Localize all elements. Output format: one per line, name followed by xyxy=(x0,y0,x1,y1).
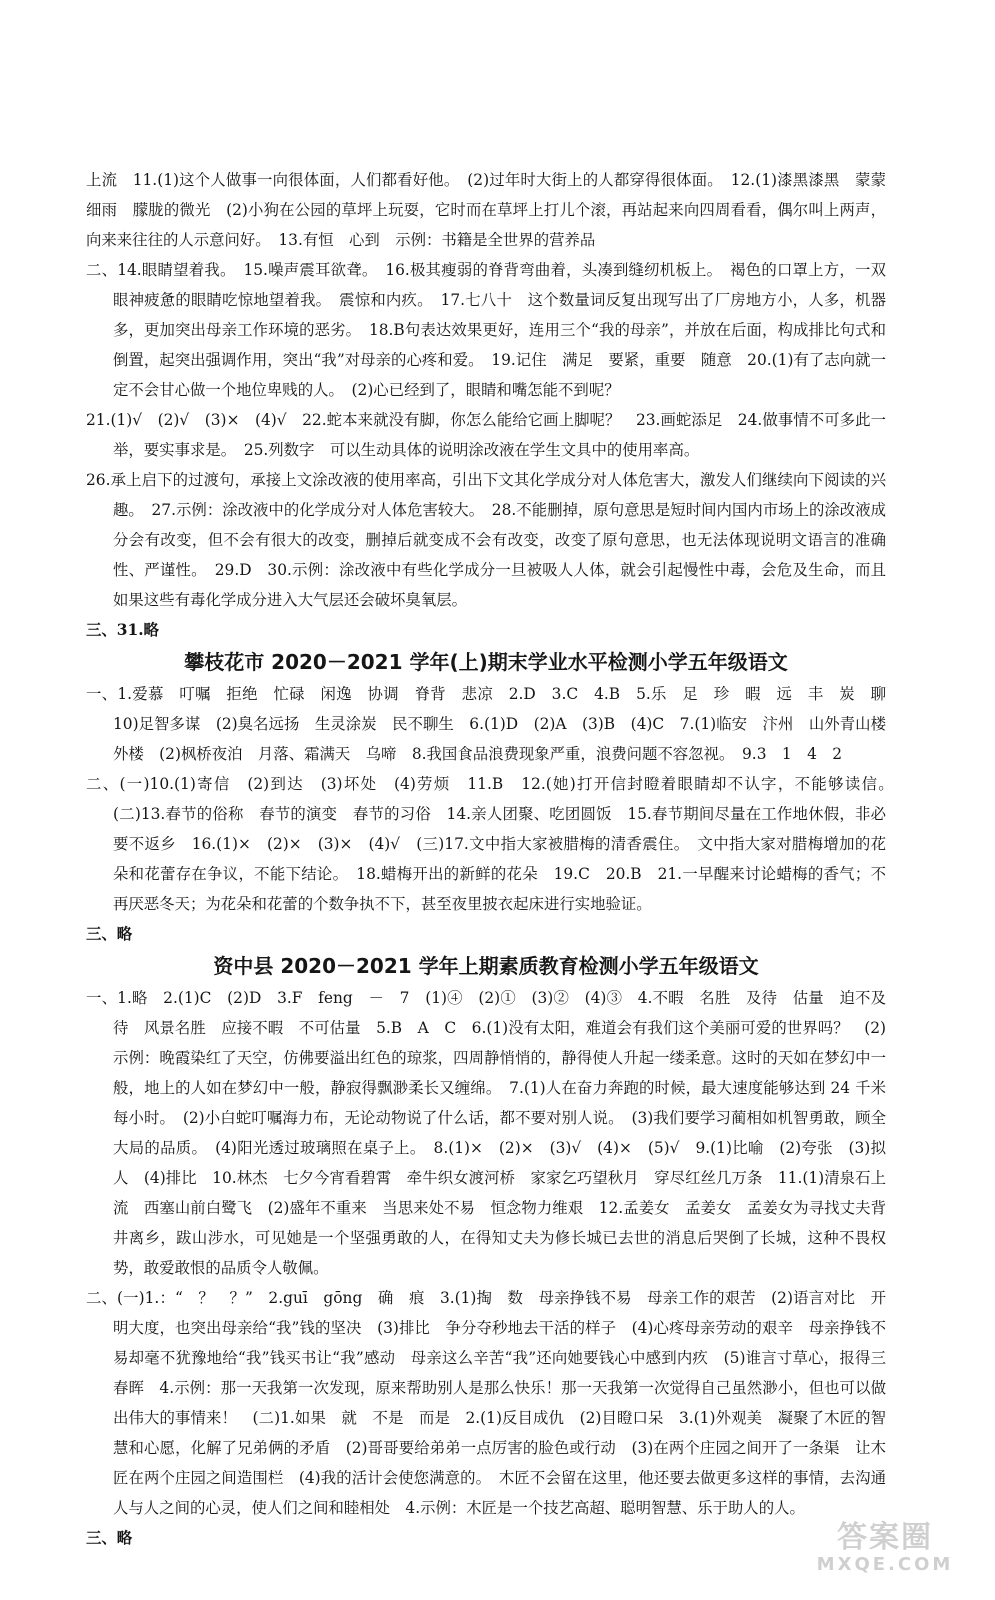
section3-part-three: 三、略 xyxy=(86,1529,133,1547)
section-title-zizhong: 资中县 2020－2021 学年上期素质教育检测小学五年级语文 xyxy=(213,954,759,978)
block1-paragraph-1: 上流 11.(1)这个人做事一向很体面，人们都看好他。 (2)过年时大街上的人都穿得很体面。 12.(1)漆黑漆黑 蒙蒙细雨 朦胧的微光 (2)小狗在公园的草坪上玩耍，它时而在草坪上打儿个滚，再站起来向四周看看，偶尔叫上两声，向来来往往的人示意问好。 13.有恒 心到 示例：书籍是全世界的营养品 xyxy=(86,171,886,249)
section2-paragraph-1: 一、1.爱慕 叮嘱 拒绝 忙碌 闲逸 协调 脊背 悲凉 2.D 3.C 4.B 5.乐 足 珍 暇 远 丰 炭 聊 10)足智多谋 (2)臭名远扬 生灵涂炭 民不聊生 6.(1)D (2)A (3)B (4)C 7.(1)临安 汴州 山外青山楼外楼 (2)枫桥夜泊 月落、霜满天 乌啼 8.我国食品浪费现象严重，浪费问题不容忽视。 9.3 1 4 2 xyxy=(86,685,902,763)
block1-paragraph-3: 21.(1)√ (2)√ (3)× (4)√ 22.蛇本来就没有脚，你怎么能给它画上脚呢？ 23.画蛇添足 24.做事情不可多此一举，要实事求是。 25.列数字 可以生动具体的说明涂改液在学生文具中的使用率高。 xyxy=(86,411,886,459)
watermark-text: 答案圈 xyxy=(837,1520,933,1555)
section2-paragraph-2: 二、(一)10.(1)寄信 (2)到达 (3)坏处 (4)劳烦 11.B 12.(她)打开信封瞪着眼睛却不认字，不能够读信。 (二)13.春节的俗称 春节的演变 春节的习俗 14.亲人团聚、吃团圆饭 15.春节期间尽量在工作地休假，非必要不返乡 16.(1)× (2)× (3)× (4)√ (三)17.文中指大家被腊梅的清香震住。 文中指大家对腊梅增加的花朵和花蕾存在争议，不能下结论。 18.蜡梅开出的新鲜的花朵 19.C 20.B 21.一早醒来讨论蜡梅的香气；不再厌恶冬天；为花朵和花蕾的个数争执不下，甚至夜里披衣起床进行实地验证。 xyxy=(86,775,902,913)
section-title-panzhihua: 攀枝花市 2020－2021 学年(上)期末学业水平检测小学五年级语文 xyxy=(184,650,788,674)
section2-part-three: 三、略 xyxy=(86,925,133,943)
watermark-logo xyxy=(797,1518,973,1578)
block1-paragraph-2: 二、14.眼睛望着我。 15.噪声震耳欲聋。 16.极其瘦弱的脊背弯曲着，头凑到缝纫机板上。 褐色的口罩上方，一双眼神疲惫的眼睛吃惊地望着我。 震惊和内疚。 17.七八十 这个数量词反复出现写出了厂房地方小，人多，机器多，更加突出母亲工作环境的恶劣。 18.B句表达效果更好，连用三个“我的母亲”，并放在后面，构成排比句式和倒置，起突出强调作用，突出“我”对母亲的心疼和爱。 19.记住 满足 要紧，重要 随意 20.(1)有了志向就一定不会甘心做一个地位卑贱的人。 (2)心已经到了，眼睛和嘴怎能不到呢？ xyxy=(86,261,886,399)
block1-part-three: 三、31.略 xyxy=(86,621,159,639)
block1-paragraph-4: 26.承上启下的过渡句，承接上文涂改液的使用率高，引出下文其化学成分对人体危害大，激发人们继续向下阅读的兴趣。 27.示例：涂改液中的化学成分对人体危害较大。 28.不能删掉，原句意思是短时间内国内市场上的涂改液成分会有改变，但不会有很大的改变，删掉后就变成不会有改变，改变了原句意思，也无法体现说明文语言的准确性、严谨性。 29.D 30.示例：涂改液中有些化学成分一旦被吸人人体，就会引起慢性中毒，会危及生命，而且如果这些有毒化学成分进入大气层还会破坏臭氧层。 xyxy=(86,471,886,609)
section3-paragraph-2: 二、(一)1.：“ ？ ？” 2.guī gōng 确 痕 3.(1)掏 数 母亲挣钱不易 母亲工作的艰苦 (2)语言对比 开明大度，也突出母亲给“我”钱的坚决 (3)排比 争分夺秒地去干活的样子 (4)心疼母亲劳动的艰辛 母亲挣钱不易却毫不犹豫地给“我”钱买书让“我”感动 母亲这么辛苦“我”还向她要钱心中感到内疚 (5)谁言寸草心，报得三春晖 4.示例：那一天我第一次发现，原来帮助别人是那么快乐！那一天我第一次觉得自己虽然渺小，但也可以做出伟大的事情来！ (二)1.如果 就 不是 而是 2.(1)反目成仇 (2)目瞪口呆 3.(1)外观美 凝聚了木匠的智慧和心愿，化解了兄弟俩的矛盾 (2)哥哥要给弟弟一点厉害的脸色或行动 (3)在两个庄园之间开了一条渠 让木匠在两个庄园之间造围栏 (4)我的活计会使您满意的。 木匠不会留在这里，他还要去做更多这样的事情，去沟通人与人之间的心灵，使人们之间和睦相处 4.示例：木匠是一个技艺高超、聪明智慧、乐于助人的人。 xyxy=(86,1289,886,1517)
section3-paragraph-1: 一、1.略 2.(1)C (2)D 3.F feng － 7 (1)④ (2)① (3)② (4)③ 4.不暇 名胜 及待 估量 迫不及待 风景名胜 应接不暇 不可估量 5.B A C 6.(1)没有太阳，难道会有我们这个美丽可爱的世界吗？ (2)示例：晚霞染红了天空，仿佛要溢出红色的琼浆，四周静悄悄的，静得使人升起一缕柔意。这时的天如在梦幻中一般，地上的人如在梦幻中一般，静寂得飘渺柔长又缠绵。 7.(1)人在奋力奔跑的时候，最大速度能够达到 24 千米每小时。 (2)小白蛇叮嘱海力布，无论动物说了什么话，都不要对别人说。 (3)我们要学习蔺相如机智勇敢，顾全大局的品质。 (4)阳光透过玻璃照在桌子上。 8.(1)× (2)× (3)√ (4)× (5)√ 9.(1)比喻 (2)夸张 (3)拟人 (4)排比 10.林杰 七夕今宵看碧霄 牵牛织女渡河桥 家家乞巧望秋月 穿尽红丝几万条 11.(1)清泉石上流 西塞山前白鹭飞 (2)盛年不重来 当思来处不易 恒念物力维艰 12.孟姜女 孟姜女 孟姜女为寻找丈夫背井离乡，跋山涉水，可见她是一个坚强勇敢的人，在得知丈夫为修长城已去世的消息后哭倒了长城，这种不畏权势，敢爱敢恨的品质令人敬佩。 xyxy=(86,989,886,1277)
watermark-url: MXQE.COM xyxy=(816,1554,954,1575)
